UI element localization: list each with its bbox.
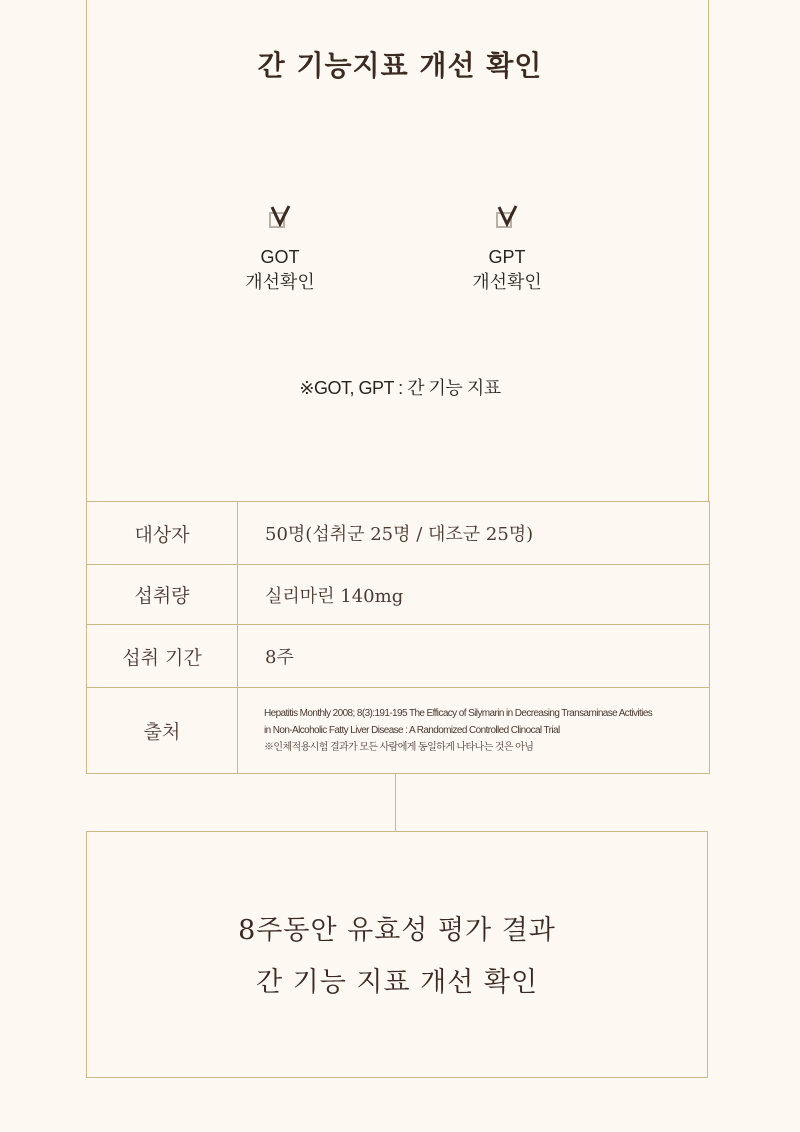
section-title: 간 기능지표 개선 확인	[257, 49, 543, 82]
row-label: 대상자	[87, 502, 238, 565]
table-row	[87, 565, 710, 625]
check-label-primary: GPT	[488, 247, 526, 267]
result-line-2: 간 기능 지표 개선 확인	[255, 967, 539, 998]
checkmark-icon	[497, 205, 519, 227]
row-value: 8주	[238, 625, 710, 688]
row-label: 섭취량	[87, 565, 238, 625]
citation-line: in Non-Alcoholic Fatty Liver Disease : A Randomized Controlled Clinocal Trial	[264, 725, 560, 736]
check-label-secondary: 개선확인	[472, 272, 542, 292]
result-line-1: 8주동안 유효성 평가 결과	[238, 915, 556, 946]
row-label: 섭취 기간	[87, 625, 238, 688]
footnote: ※GOT, GPT : 간 기능 지표	[299, 378, 501, 398]
table-row	[87, 688, 710, 774]
checkbox-icon	[494, 205, 520, 231]
check-label-primary: GOT	[260, 247, 300, 267]
row-value: 50명(섭취군 25명 / 대조군 25명)	[238, 502, 710, 565]
table-row	[87, 502, 710, 565]
checkbox-icon	[267, 205, 293, 231]
result-box	[86, 831, 708, 1078]
check-item-got	[210, 205, 350, 295]
row-value: 실리마린 140mg	[238, 565, 710, 625]
checkmark-icon	[270, 205, 292, 227]
check-label-secondary: 개선확인	[245, 272, 315, 292]
source-citation	[238, 688, 710, 774]
study-info-table	[86, 501, 710, 774]
connector-line	[395, 773, 396, 831]
row-label: 출처	[87, 688, 238, 774]
disclaimer-line: ※인체적용시험 결과가 모든 사람에게 동일하게 나타나는 것은 아님	[264, 742, 534, 753]
table-row	[87, 625, 710, 688]
citation-line: Hepatitis Monthly 2008; 8(3):191-195 The Efficacy of Silymarin in Decreasing Transaminase Activities	[264, 708, 653, 719]
check-item-gpt	[437, 205, 577, 295]
